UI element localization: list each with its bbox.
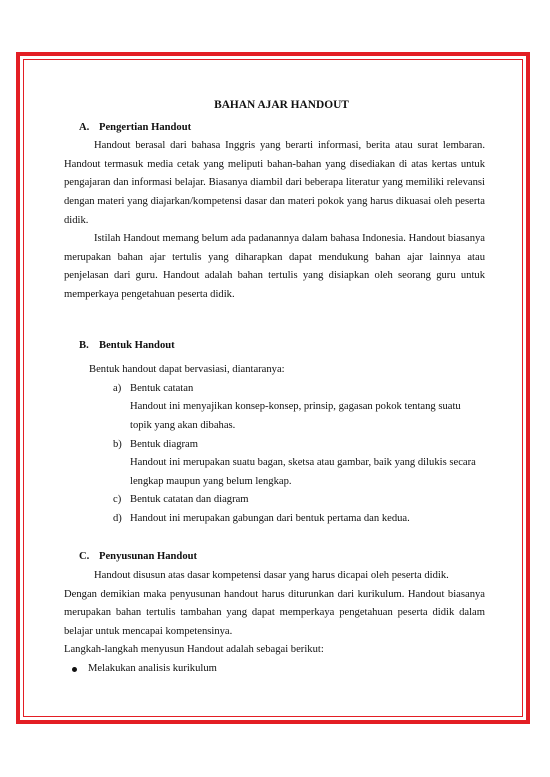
section-b-heading	[64, 337, 485, 356]
section-b-intro: Bentuk handout dapat bervasiasi, diantaranya:	[89, 364, 285, 376]
list-item-label: Bentuk diagram	[130, 438, 198, 450]
section-c-title: Penyusunan Handout	[99, 551, 198, 563]
list-item-desc: Handout ini merupakan suatu bagan, sketsa atau gambar, baik yang dilukis secara lengkap maupun yang belum lengkap.	[130, 457, 476, 487]
section-c-paragraph-2: Dengan demikian maka penyusunan handout harus diturunkan dari kurikulum. Handout biasanya merupakan bahan tertulis tambahan yang dapat memperkaya pengetahuan peserta didik dalam belajar untuk mencapai kompetensinya.	[64, 588, 485, 637]
document-title: BAHAN AJAR HANDOUT	[214, 99, 349, 111]
list-item	[64, 510, 485, 529]
list-item	[64, 436, 485, 455]
list-item-label: Bentuk catatan	[130, 382, 194, 394]
list-item-label: Bentuk catatan dan diagram	[130, 494, 249, 506]
list-item	[64, 380, 485, 399]
list-marker: b)	[113, 438, 122, 450]
list-marker: c)	[113, 494, 122, 506]
section-c-paragraph-1: Handout disusun atas dasar kompetensi dasar yang harus dicapai oleh peserta didik.	[94, 570, 449, 582]
list-item-label: Melakukan analisis kurikulum	[88, 663, 217, 675]
section-a-title: Pengertian Handout	[99, 121, 192, 133]
list-item	[64, 660, 485, 679]
section-a-letter: A.	[79, 121, 90, 133]
steps-list	[64, 660, 485, 679]
section-c-heading	[64, 548, 485, 567]
list-item-label: Handout ini merupakan gabungan dari bentuk pertama dan kedua.	[130, 512, 410, 524]
list-marker: a)	[113, 382, 122, 394]
section-a-paragraph-2: Istilah Handout memang belum ada padanannya dalam bahasa Indonesia. Handout biasanya merupakan bahan ajar tertulis yang diharapkan dapat mendukung bahan ajar lainnya atau penjelasan dari guru. Handout adalah bahan tertulis yang disiapkan oleh seorang guru untuk memperkaya pengetahuan peserta didik.	[64, 233, 485, 300]
list-marker: d)	[113, 512, 122, 524]
handout-forms-list	[64, 380, 485, 529]
section-a-paragraph-1: Handout berasal dari bahasa Inggris yang berarti informasi, berita atau surat lembaran. Handout termasuk media cetak yang meliputi bahan-bahan yang disediakan di atas kertas untuk pengajaran dan informasi belajar. Biasanya diambil dari beberapa literatur yang memiliki relevansi dengan materi yang diajarkan/kompetensi dasar dan materi pokok yang harus dikuasai oleh peserta didik.	[64, 140, 485, 226]
section-c-letter: C.	[79, 551, 90, 563]
section-a-heading	[64, 119, 485, 138]
list-item	[64, 491, 485, 510]
list-item-description	[64, 398, 485, 435]
list-item-desc: Handout ini menyajikan konsep-konsep, prinsip, gagasan pokok tentang suatu topik yang akan dibahas.	[130, 401, 461, 431]
document-body	[64, 96, 485, 679]
section-c-paragraph-3: Langkah-langkah menyusun Handout adalah sebagai berikut:	[64, 644, 324, 656]
list-item-description	[64, 454, 485, 491]
section-b-title: Bentuk Handout	[99, 339, 175, 351]
section-b-letter: B.	[79, 339, 89, 351]
bullet-icon	[72, 667, 77, 672]
